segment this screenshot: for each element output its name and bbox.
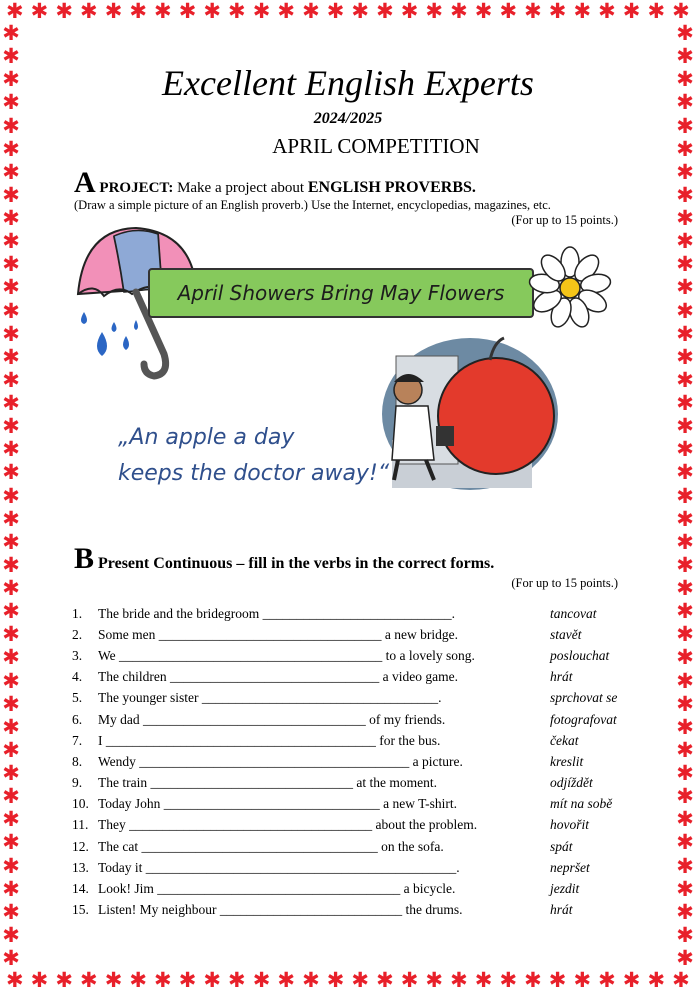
red-star-icon: ✱ bbox=[548, 0, 567, 23]
red-star-icon: ✱ bbox=[2, 391, 20, 415]
red-star-icon: ✱ bbox=[647, 0, 666, 23]
exercise-sentence[interactable]: We _______________________________________ to a lovely song. bbox=[98, 647, 475, 663]
red-star-icon: ✱ bbox=[2, 321, 20, 346]
exercise-verb: fotografovat bbox=[550, 711, 617, 727]
exercise-verb: spát bbox=[550, 838, 573, 854]
red-star-icon: ✱ bbox=[326, 0, 345, 23]
doctor-apple-illustration bbox=[378, 330, 558, 492]
red-star-icon: ✱ bbox=[2, 67, 20, 92]
red-star-icon: ✱ bbox=[598, 968, 616, 992]
red-star-icon: ✱ bbox=[30, 968, 49, 992]
red-star-icon: ✱ bbox=[2, 853, 20, 878]
red-star-icon: ✱ bbox=[2, 437, 20, 462]
red-star-icon: ✱ bbox=[2, 483, 20, 508]
red-star-icon: ✱ bbox=[676, 367, 694, 392]
red-star-icon: ✱ bbox=[203, 0, 221, 23]
exercise-number: 15. bbox=[72, 902, 89, 918]
red-star-icon: ✱ bbox=[376, 0, 394, 23]
red-star-icon: ✱ bbox=[2, 90, 20, 115]
red-star-icon: ✱ bbox=[499, 968, 518, 992]
exercise-verb: sprchovat se bbox=[550, 690, 618, 706]
red-star-icon: ✱ bbox=[2, 136, 20, 161]
red-star-icon: ✱ bbox=[2, 830, 20, 855]
red-star-icon: ✱ bbox=[2, 922, 20, 947]
school-year: 2024/2025 bbox=[313, 110, 383, 127]
exercise-number: 5. bbox=[72, 690, 83, 706]
red-star-icon: ✱ bbox=[622, 968, 641, 992]
red-star-icon: ✱ bbox=[30, 0, 49, 23]
red-star-icon: ✱ bbox=[104, 968, 123, 992]
red-star-icon: ✱ bbox=[2, 414, 20, 439]
red-star-icon: ✱ bbox=[676, 853, 694, 878]
red-star-icon: ✱ bbox=[2, 344, 20, 369]
red-star-icon: ✱ bbox=[524, 0, 542, 23]
red-star-icon: ✱ bbox=[80, 0, 98, 23]
red-star-icon: ✱ bbox=[178, 0, 197, 23]
red-star-icon: ✱ bbox=[154, 968, 172, 992]
exercise-number: 9. bbox=[72, 775, 83, 791]
apple-line-1: „An apple a day bbox=[118, 425, 295, 450]
red-star-icon: ✱ bbox=[676, 44, 694, 69]
red-star-icon: ✱ bbox=[2, 899, 20, 924]
exercise-row bbox=[72, 794, 642, 815]
exercise-row bbox=[72, 815, 642, 836]
red-star-icon: ✱ bbox=[676, 298, 694, 323]
red-star-icon: ✱ bbox=[2, 876, 20, 901]
exercise-list bbox=[72, 603, 642, 921]
section-a-topic: ENGLISH PROVERBS. bbox=[307, 179, 476, 196]
red-star-icon: ✱ bbox=[672, 968, 690, 992]
red-star-icon: ✱ bbox=[400, 0, 419, 23]
exercise-verb: nepršet bbox=[550, 859, 590, 875]
red-star-icon: ✱ bbox=[2, 506, 20, 531]
red-star-icon: ✱ bbox=[2, 159, 20, 184]
exercise-sentence[interactable]: Today John ________________________________ a new T-shirt. bbox=[98, 796, 458, 812]
red-star-icon: ✱ bbox=[474, 0, 493, 23]
red-star-icon: ✱ bbox=[129, 968, 147, 992]
red-star-icon: ✱ bbox=[2, 946, 20, 970]
competition-title: APRIL COMPETITION bbox=[272, 134, 480, 158]
red-star-icon: ✱ bbox=[676, 136, 694, 161]
exercise-verb: odjíždět bbox=[550, 775, 593, 791]
section-a-letter: A bbox=[74, 166, 96, 199]
exercise-verb: mít na sobě bbox=[550, 796, 613, 812]
exercise-sentence[interactable]: The younger sister ___________________________________. bbox=[98, 690, 442, 706]
red-star-icon: ✱ bbox=[129, 0, 147, 23]
red-star-icon: ✱ bbox=[2, 367, 20, 392]
section-b-title: Present Continuous – fill in the verbs in the correct forms. bbox=[98, 555, 495, 572]
red-star-icon: ✱ bbox=[676, 159, 694, 184]
red-star-icon: ✱ bbox=[326, 968, 345, 992]
red-star-icon: ✱ bbox=[573, 968, 592, 992]
red-star-icon: ✱ bbox=[676, 67, 694, 92]
red-star-icon: ✱ bbox=[622, 0, 641, 23]
apple-proverb-text bbox=[118, 420, 389, 492]
exercise-verb: tancovat bbox=[550, 605, 597, 621]
red-star-icon: ✱ bbox=[2, 737, 20, 762]
exercise-sentence[interactable]: Listen! My neighbour ___________________________ the drums. bbox=[98, 902, 463, 918]
red-star-icon: ✱ bbox=[55, 968, 73, 992]
exercise-row bbox=[72, 857, 642, 878]
border-left bbox=[0, 22, 22, 969]
exercise-row bbox=[72, 667, 642, 688]
exercise-number: 7. bbox=[72, 732, 83, 748]
red-star-icon: ✱ bbox=[676, 899, 694, 924]
red-star-icon: ✱ bbox=[524, 968, 542, 992]
red-star-icon: ✱ bbox=[302, 0, 320, 23]
red-star-icon: ✱ bbox=[676, 252, 694, 277]
red-star-icon: ✱ bbox=[676, 21, 694, 45]
exercise-number: 11. bbox=[72, 817, 89, 833]
red-star-icon: ✱ bbox=[2, 668, 20, 693]
red-star-icon: ✱ bbox=[676, 206, 694, 230]
exercise-sentence[interactable]: The train ______________________________ at the moment. bbox=[98, 775, 437, 791]
red-star-icon: ✱ bbox=[154, 0, 172, 23]
exercise-number: 14. bbox=[72, 881, 89, 897]
red-star-icon: ✱ bbox=[2, 761, 20, 785]
red-star-icon: ✱ bbox=[2, 714, 20, 739]
exercise-number: 4. bbox=[72, 669, 83, 685]
section-a-text: Make a project about bbox=[177, 180, 305, 196]
red-star-icon: ✱ bbox=[2, 622, 20, 647]
red-star-icon: ✱ bbox=[400, 968, 419, 992]
red-star-icon: ✱ bbox=[351, 968, 370, 992]
red-star-icon: ✱ bbox=[203, 968, 221, 992]
red-star-icon: ✱ bbox=[676, 321, 694, 346]
red-star-icon: ✱ bbox=[6, 0, 24, 23]
section-b-letter: B bbox=[74, 542, 95, 575]
red-star-icon: ✱ bbox=[676, 275, 694, 300]
red-star-icon: ✱ bbox=[2, 460, 20, 485]
exercise-sentence[interactable]: Look! Jim ____________________________________ a bicycle. bbox=[98, 881, 456, 897]
page-title: Excellent English Experts bbox=[162, 63, 534, 103]
exercise-number: 2. bbox=[72, 626, 83, 642]
red-star-icon: ✱ bbox=[2, 576, 20, 600]
border-top bbox=[0, 0, 696, 22]
red-star-icon: ✱ bbox=[2, 252, 20, 277]
exercise-verb: kreslit bbox=[550, 753, 584, 769]
red-star-icon: ✱ bbox=[2, 529, 20, 554]
red-star-icon: ✱ bbox=[676, 714, 694, 739]
red-star-icon: ✱ bbox=[676, 460, 694, 485]
red-star-icon: ✱ bbox=[676, 529, 694, 554]
red-star-icon: ✱ bbox=[228, 968, 246, 992]
daisy-icon bbox=[528, 246, 612, 330]
section-b-points: (For up to 15 points.) bbox=[511, 576, 618, 590]
red-star-icon: ✱ bbox=[676, 645, 694, 670]
red-star-icon: ✱ bbox=[2, 599, 20, 624]
red-star-icon: ✱ bbox=[178, 968, 197, 992]
exercise-sentence[interactable]: The bride and the bridegroom ____________________________. bbox=[98, 605, 455, 621]
red-star-icon: ✱ bbox=[2, 552, 20, 577]
red-star-icon: ✱ bbox=[277, 968, 295, 992]
red-star-icon: ✱ bbox=[676, 506, 694, 531]
red-star-icon: ✱ bbox=[2, 275, 20, 300]
exercise-row bbox=[72, 773, 642, 794]
exercise-sentence[interactable]: Today it ______________________________________________. bbox=[98, 859, 460, 875]
red-star-icon: ✱ bbox=[2, 691, 20, 716]
red-star-icon: ✱ bbox=[2, 229, 20, 254]
exercise-row bbox=[72, 645, 642, 666]
red-star-icon: ✱ bbox=[676, 807, 694, 832]
red-star-icon: ✱ bbox=[676, 414, 694, 439]
exercise-sentence[interactable]: Some men _________________________________ a new bridge. bbox=[98, 626, 458, 642]
exercise-verb: hrát bbox=[550, 669, 573, 685]
exercise-row bbox=[72, 836, 642, 857]
red-star-icon: ✱ bbox=[676, 483, 694, 508]
red-star-icon: ✱ bbox=[676, 691, 694, 716]
exercise-number: 13. bbox=[72, 859, 89, 875]
red-star-icon: ✱ bbox=[80, 968, 98, 992]
exercise-row bbox=[72, 688, 642, 709]
red-star-icon: ✱ bbox=[2, 206, 20, 230]
red-star-icon: ✱ bbox=[474, 968, 493, 992]
red-star-icon: ✱ bbox=[676, 113, 694, 138]
exercise-sentence[interactable]: I ________________________________________ for the bus. bbox=[98, 732, 441, 748]
apple-line-2: keeps the doctor away!“ bbox=[118, 461, 390, 486]
red-star-icon: ✱ bbox=[676, 344, 694, 369]
exercise-row bbox=[72, 751, 642, 772]
red-star-icon: ✱ bbox=[425, 968, 444, 992]
red-star-icon: ✱ bbox=[252, 968, 271, 992]
red-star-icon: ✱ bbox=[499, 0, 518, 23]
section-a-points: (For up to 15 points.) bbox=[511, 213, 618, 227]
red-star-icon: ✱ bbox=[676, 182, 694, 207]
exercise-row bbox=[72, 624, 642, 645]
red-star-icon: ✱ bbox=[676, 830, 694, 855]
exercise-verb: poslouchat bbox=[550, 647, 610, 663]
red-star-icon: ✱ bbox=[302, 968, 320, 992]
exercise-number: 10. bbox=[72, 796, 89, 812]
exercise-verb: čekat bbox=[550, 732, 579, 748]
red-star-icon: ✱ bbox=[676, 90, 694, 115]
red-star-icon: ✱ bbox=[2, 298, 20, 323]
red-star-icon: ✱ bbox=[676, 784, 694, 809]
red-star-icon: ✱ bbox=[676, 229, 694, 254]
exercise-row bbox=[72, 730, 642, 751]
red-star-icon: ✱ bbox=[425, 0, 444, 23]
red-star-icon: ✱ bbox=[676, 946, 694, 970]
exercise-sentence[interactable]: The children _______________________________ a video game. bbox=[98, 669, 458, 685]
exercise-number: 6. bbox=[72, 711, 83, 727]
exercise-row bbox=[72, 709, 642, 730]
red-star-icon: ✱ bbox=[672, 0, 690, 23]
red-star-icon: ✱ bbox=[2, 807, 20, 832]
red-star-icon: ✱ bbox=[573, 0, 592, 23]
exercise-number: 1. bbox=[72, 605, 83, 621]
proverb-banner: April Showers Bring May Flowers bbox=[148, 268, 534, 318]
section-a-label: PROJECT: bbox=[99, 180, 174, 196]
exercise-sentence[interactable]: My dad _________________________________ of my friends. bbox=[98, 711, 446, 727]
section-b-heading bbox=[74, 542, 494, 576]
red-star-icon: ✱ bbox=[351, 0, 370, 23]
red-star-icon: ✱ bbox=[376, 968, 394, 992]
red-star-icon: ✱ bbox=[6, 968, 24, 992]
exercise-number: 3. bbox=[72, 647, 83, 663]
red-star-icon: ✱ bbox=[676, 737, 694, 762]
red-star-icon: ✱ bbox=[598, 0, 616, 23]
red-star-icon: ✱ bbox=[104, 0, 123, 23]
border-right bbox=[674, 22, 696, 969]
red-star-icon: ✱ bbox=[676, 552, 694, 577]
border-bottom bbox=[0, 969, 696, 991]
red-star-icon: ✱ bbox=[2, 21, 20, 45]
red-star-icon: ✱ bbox=[676, 922, 694, 947]
exercise-row bbox=[72, 878, 642, 899]
exercise-sentence[interactable]: Wendy ________________________________________ a picture. bbox=[98, 753, 463, 769]
red-star-icon: ✱ bbox=[676, 391, 694, 415]
red-star-icon: ✱ bbox=[228, 0, 246, 23]
section-a-note: (Draw a simple picture of an English proverb.) Use the Internet, encyclopedias, magazines, etc. bbox=[74, 198, 551, 212]
exercise-verb: hrát bbox=[550, 902, 573, 918]
red-star-icon: ✱ bbox=[676, 668, 694, 693]
red-star-icon: ✱ bbox=[55, 0, 73, 23]
red-star-icon: ✱ bbox=[2, 182, 20, 207]
exercise-row bbox=[72, 603, 642, 624]
red-star-icon: ✱ bbox=[676, 876, 694, 901]
exercise-sentence[interactable]: They ____________________________________ about the problem. bbox=[98, 817, 478, 833]
red-star-icon: ✱ bbox=[676, 599, 694, 624]
exercise-row bbox=[72, 900, 642, 921]
exercise-verb: hovořit bbox=[550, 817, 589, 833]
section-a-heading bbox=[74, 166, 476, 200]
exercise-number: 8. bbox=[72, 753, 83, 769]
red-star-icon: ✱ bbox=[450, 0, 468, 23]
exercise-verb: stavět bbox=[550, 626, 582, 642]
red-star-icon: ✱ bbox=[450, 968, 468, 992]
red-star-icon: ✱ bbox=[676, 576, 694, 600]
red-star-icon: ✱ bbox=[277, 0, 295, 23]
red-star-icon: ✱ bbox=[252, 0, 271, 23]
red-star-icon: ✱ bbox=[676, 622, 694, 647]
exercise-number: 12. bbox=[72, 838, 89, 854]
red-star-icon: ✱ bbox=[647, 968, 666, 992]
red-star-icon: ✱ bbox=[676, 761, 694, 785]
red-star-icon: ✱ bbox=[2, 113, 20, 138]
red-star-icon: ✱ bbox=[676, 437, 694, 462]
exercise-verb: jezdit bbox=[550, 881, 580, 897]
red-star-icon: ✱ bbox=[2, 44, 20, 69]
red-star-icon: ✱ bbox=[2, 784, 20, 809]
red-star-icon: ✱ bbox=[548, 968, 567, 992]
red-star-icon: ✱ bbox=[2, 645, 20, 670]
exercise-sentence[interactable]: The cat ___________________________________ on the sofa. bbox=[98, 838, 444, 854]
